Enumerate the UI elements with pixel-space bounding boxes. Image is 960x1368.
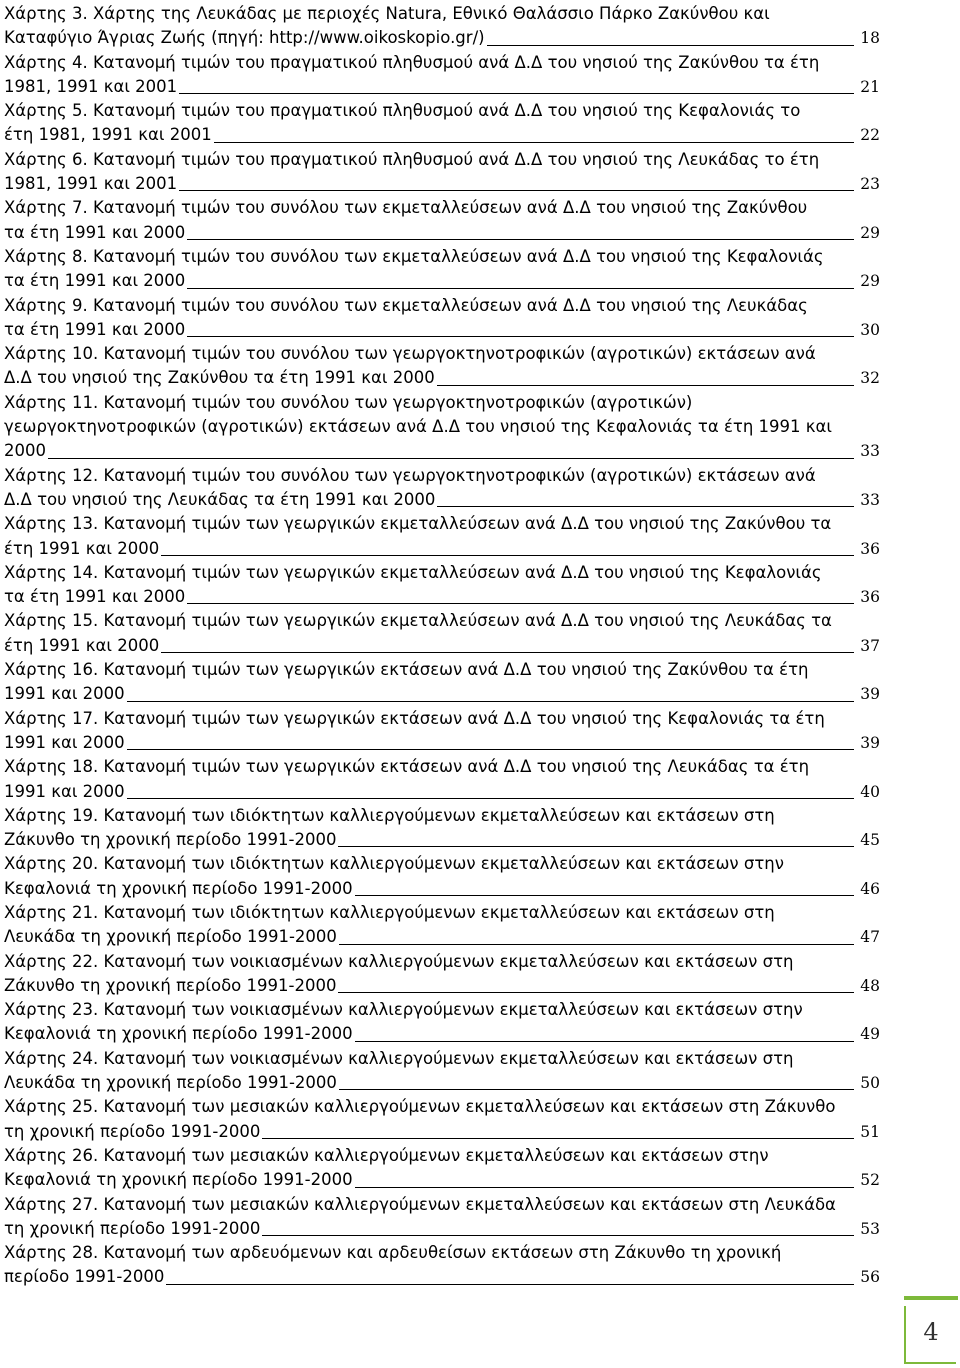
toc-leader-line [187,336,854,337]
toc-entry-text: Λευκάδα τη χρονική περίοδο 1991-2000 [4,927,337,947]
toc-entry-line [4,342,880,366]
toc-entry-text: Κεφαλονιά τη χρονική περίοδο 1991-2000 [4,1170,353,1190]
toc-leader-line [487,45,854,46]
toc-entry-text: Χάρτης 9. Κατανομή τιμών του συνόλου των εκμεταλλεύσεων ανά Δ.Δ του νησιού της Λευκάδας [4,295,808,315]
toc-entry-line [4,950,880,974]
toc-entry-text: Χάρτης 6. Κατανομή τιμών του πραγματικού πληθυσμού ανά Δ.Δ του νησιού της Λευκάδας το έτη [4,149,820,169]
table-of-maps [4,2,880,1290]
toc-page-number: 50 [860,1074,880,1093]
toc-entry-line [4,1217,880,1241]
toc-leader-line [338,992,854,993]
toc-entry-text: 1991 και 2000 [4,732,125,752]
toc-entry-line [4,1022,880,1046]
toc-entry[interactable] [4,245,880,294]
toc-entry-line [4,415,880,439]
toc-page-number: 37 [860,636,880,655]
page-number: 4 [923,1318,939,1346]
toc-entry-line [4,974,880,998]
toc-entry-text: Χάρτης 14. Κατανομή τιμών των γεωργικών εκμεταλλεύσεων ανά Δ.Δ του νησιού της Κεφαλονιάς [4,562,822,582]
toc-entry-line [4,99,880,123]
toc-entry[interactable] [4,51,880,100]
toc-entry-line [4,901,880,925]
toc-entry-text: Χάρτης 23. Κατανομή των νοικιασμένων καλλιεργούμενων εκμεταλλεύσεων και εκτάσεων στην [4,1000,803,1020]
toc-entry[interactable] [4,2,880,51]
toc-page-number: 36 [860,539,880,558]
toc-entry[interactable] [4,342,880,391]
toc-entry-text: 1991 και 2000 [4,684,125,704]
toc-page-number: 39 [860,685,880,704]
toc-entry-line [4,1071,880,1095]
toc-entry[interactable] [4,1144,880,1193]
toc-entry-line [4,269,880,293]
toc-leader-line [437,385,854,386]
toc-entry[interactable] [4,950,880,999]
toc-entry[interactable] [4,998,880,1047]
toc-entry-text: Ζάκυνθο τη χρονική περίοδο 1991-2000 [4,830,337,850]
toc-leader-line [355,895,854,896]
toc-entry-text: Χάρτης 3. Χάρτης της Λευκάδας με περιοχές Natura, Εθνικό Θαλάσσιο Πάρκο Ζακύνθου και [4,4,770,23]
toc-entry[interactable] [4,804,880,853]
toc-entry-text: Λευκάδα τη χρονική περίοδο 1991-2000 [4,1073,337,1093]
toc-entry-line [4,318,880,342]
toc-entry-text: Χάρτης 16. Κατανομή τιμών των γεωργικών εκτάσεων ανά Δ.Δ του νησιού της Ζακύνθου τα έτη [4,660,809,680]
toc-entry-line [4,537,880,561]
toc-page-number: 23 [860,175,880,194]
toc-entry-text: 1981, 1991 και 2001 [4,174,178,194]
toc-entry-line [4,1241,880,1265]
toc-entry[interactable] [4,1193,880,1242]
toc-page-number: 33 [860,490,880,509]
toc-leader-line [166,1284,854,1285]
toc-entry-line [4,172,880,196]
toc-entry-text: έτη 1981, 1991 και 2001 [4,125,212,145]
toc-page-number: 53 [860,1219,880,1238]
toc-entry-line [4,1120,880,1144]
toc-page-number: 52 [860,1171,880,1190]
toc-page-number: 49 [860,1025,880,1044]
toc-entry[interactable] [4,99,880,148]
toc-page-number: 32 [860,369,880,388]
toc-entry-text: τη χρονική περίοδο 1991-2000 [4,1218,261,1238]
toc-page-number: 39 [860,733,880,752]
toc-entry-text: Χάρτης 25. Κατανομή των μεσιακών καλλιεργούμενων εκμεταλλεύσεων και εκτάσεων στη Ζάκυνθο [4,1097,836,1117]
toc-entry-line [4,585,880,609]
toc-leader-line [187,239,854,240]
toc-entry[interactable] [4,609,880,658]
toc-entry[interactable] [4,512,880,561]
toc-entry-text: Χάρτης 12. Κατανομή τιμών του συνόλου των γεωργοκτηνοτροφικών (αγροτικών) εκτάσεων ανά [4,465,816,485]
toc-page-number: 22 [860,126,880,145]
toc-entry-text: Χάρτης 17. Κατανομή τιμών των γεωργικών εκτάσεων ανά Δ.Δ του νησιού της Κεφαλονιάς τα έτη [4,708,825,728]
toc-entry[interactable] [4,196,880,245]
toc-entry[interactable] [4,852,880,901]
toc-leader-line [339,1089,854,1090]
toc-leader-line [127,749,854,750]
toc-entry-line [4,852,880,876]
toc-entry-line [4,1047,880,1071]
toc-entry-line [4,877,880,901]
toc-leader-line [161,555,854,556]
toc-entry[interactable] [4,1047,880,1096]
page-number-box [904,1306,956,1364]
toc-page-number: 46 [860,879,880,898]
toc-entry-line [4,75,880,99]
toc-page-number: 36 [860,588,880,607]
toc-entry-line [4,731,880,755]
toc-entry-text: τα έτη 1991 και 2000 [4,587,186,607]
toc-entry-line [4,1168,880,1192]
toc-entry-line [4,561,880,585]
toc-entry-line [4,123,880,147]
toc-page-number: 33 [860,442,880,461]
toc-entry-text: Χάρτης 27. Κατανομή των μεσιακών καλλιεργούμενων εκμεταλλεύσεων και εκτάσεων στη Λευκάδα [4,1194,836,1214]
toc-entry-text: Χάρτης 8. Κατανομή τιμών του συνόλου των εκμεταλλεύσεων ανά Δ.Δ του νησιού της Κεφαλονιάς [4,246,824,266]
toc-entry-text: Κεφαλονιά τη χρονική περίοδο 1991-2000 [4,878,353,898]
toc-entry[interactable] [4,707,880,756]
toc-entry-text: Χάρτης 10. Κατανομή τιμών του συνόλου των γεωργοκτηνοτροφικών (αγροτικών) εκτάσεων ανά [4,344,816,364]
toc-entry[interactable] [4,755,880,804]
toc-entry-line [4,1193,880,1217]
toc-entry-line [4,2,880,26]
toc-leader-line [355,1187,854,1188]
toc-entry-text: Χάρτης 5. Κατανομή τιμών του πραγματικού πληθυσμού ανά Δ.Δ του νησιού της Κεφαλονιάς το [4,101,801,121]
toc-entry-text: Χάρτης 19. Κατανομή των ιδιόκτητων καλλιεργούμενων εκμεταλλεύσεων και εκτάσεων στη [4,805,775,825]
toc-entry-line [4,828,880,852]
toc-entry-line [4,1095,880,1119]
toc-entry-line [4,294,880,318]
toc-entry-line [4,391,880,415]
toc-page-number: 30 [860,320,880,339]
toc-entry-text: 1981, 1991 και 2001 [4,76,178,96]
toc-leader-line [179,93,854,94]
toc-leader-line [161,652,854,653]
toc-entry-line [4,925,880,949]
toc-entry-text: έτη 1991 και 2000 [4,538,160,558]
toc-leader-line [127,798,854,799]
toc-entry-text: Χάρτης 4. Κατανομή τιμών του πραγματικού πληθυσμού ανά Δ.Δ του νησιού της Ζακύνθου τα έτη [4,52,820,72]
toc-entry[interactable] [4,901,880,950]
toc-entry-line [4,1265,880,1289]
toc-entry-text: Χάρτης 7. Κατανομή τιμών του συνόλου των εκμεταλλεύσεων ανά Δ.Δ του νησιού της Ζακύνθου [4,198,808,218]
page-number-accent-bar [904,1296,958,1300]
toc-entry-line [4,634,880,658]
toc-leader-line [262,1138,854,1139]
toc-entry-text: περίοδο 1991-2000 [4,1267,165,1287]
toc-leader-line [48,458,854,459]
toc-entry[interactable] [4,1095,880,1144]
toc-entry-line [4,488,880,512]
toc-entry-line [4,439,880,463]
toc-leader-line [437,506,854,507]
toc-leader-line [338,846,854,847]
toc-entry-text: 1991 και 2000 [4,781,125,801]
toc-entry-text: Χάρτης 13. Κατανομή τιμών των γεωργικών εκμεταλλεύσεων ανά Δ.Δ του νησιού της Ζακύνθου τα [4,514,832,534]
toc-leader-line [127,701,854,702]
toc-entry-text: 2000 [4,441,46,461]
toc-entry-text: Δ.Δ του νησιού της Λευκάδας τα έτη 1991 και 2000 [4,489,436,509]
toc-entry-line [4,464,880,488]
toc-entry-line [4,196,880,220]
toc-entry[interactable] [4,148,880,197]
toc-entry[interactable] [4,658,880,707]
toc-entry-line [4,1144,880,1168]
toc-entry[interactable] [4,294,880,343]
toc-entry-text: έτη 1991 και 2000 [4,635,160,655]
toc-entry-line [4,755,880,779]
toc-entry-line [4,51,880,75]
toc-entry-text: τα έτη 1991 και 2000 [4,319,186,339]
toc-entry[interactable] [4,561,880,610]
toc-entry-text: Χάρτης 22. Κατανομή των νοικιασμένων καλλιεργούμενων εκμεταλλεύσεων και εκτάσεων στη [4,951,794,971]
toc-entry-text: Χάρτης 20. Κατανομή των ιδιόκτητων καλλιεργούμενων εκμεταλλεύσεων και εκτάσεων στην [4,854,784,874]
toc-leader-line [187,603,854,604]
toc-leader-line [339,944,854,945]
toc-leader-line [214,142,854,143]
toc-leader-line [179,190,854,191]
toc-entry[interactable] [4,1241,880,1290]
toc-page-number: 18 [860,29,880,48]
toc-entry-text: γεωργοκτηνοτροφικών (αγροτικών) εκτάσεων ανά Δ.Δ του νησιού της Κεφαλονιάς τα έτη 1991 και [4,417,832,437]
toc-entry-line [4,682,880,706]
toc-leader-line [355,1041,854,1042]
toc-entry[interactable] [4,464,880,513]
toc-leader-line [262,1235,854,1236]
toc-entry-text: τα έτη 1991 και 2000 [4,271,186,291]
toc-entry-line [4,780,880,804]
toc-page-number: 45 [860,831,880,850]
toc-page-number: 48 [860,976,880,995]
toc-entry-text: Χάρτης 28. Κατανομή των αρδευόμενων και αρδευθείσων εκτάσεων στη Ζάκυνθο τη χρονική [4,1243,782,1263]
toc-leader-line [187,288,854,289]
toc-entry-line [4,512,880,536]
toc-entry-text: Χάρτης 26. Κατανομή των μεσιακών καλλιεργούμενων εκμεταλλεύσεων και εκτάσεων στην [4,1145,769,1165]
toc-entry-line [4,804,880,828]
toc-entry-line [4,658,880,682]
toc-entry-line [4,148,880,172]
toc-entry-line [4,609,880,633]
toc-entry-line [4,366,880,390]
toc-entry-line [4,221,880,245]
toc-page-number: 29 [860,272,880,291]
toc-entry-line [4,245,880,269]
toc-entry-line [4,998,880,1022]
toc-entry-text: Χάρτης 11. Κατανομή τιμών του συνόλου των γεωργοκτηνοτροφικών (αγροτικών) [4,392,693,412]
toc-entry[interactable] [4,391,880,464]
toc-page-number: 51 [860,1122,880,1141]
toc-entry-text: Καταφύγιο Άγριας Ζωής (πηγή: http://www.oikoskopio.gr/) [4,28,485,48]
toc-page-number: 47 [860,928,880,947]
toc-entry-line [4,26,880,50]
toc-entry-text: Κεφαλονιά τη χρονική περίοδο 1991-2000 [4,1024,353,1044]
toc-page-number: 56 [860,1268,880,1287]
toc-entry-text: Χάρτης 15. Κατανομή τιμών των γεωργικών εκμεταλλεύσεων ανά Δ.Δ του νησιού της Λευκάδας τα [4,611,832,631]
toc-entry-text: τη χρονική περίοδο 1991-2000 [4,1121,261,1141]
toc-entry-text: Ζάκυνθο τη χρονική περίοδο 1991-2000 [4,975,337,995]
toc-page-number: 21 [860,77,880,96]
toc-page-number: 40 [860,782,880,801]
toc-entry-text: Δ.Δ του νησιού της Ζακύνθου τα έτη 1991 και 2000 [4,368,435,388]
toc-entry-text: Χάρτης 18. Κατανομή τιμών των γεωργικών εκτάσεων ανά Δ.Δ του νησιού της Λευκάδας τα έτη [4,757,810,777]
toc-entry-text: Χάρτης 24. Κατανομή των νοικιασμένων καλλιεργούμενων εκμεταλλεύσεων και εκτάσεων στη [4,1048,794,1068]
toc-entry-line [4,707,880,731]
toc-entry-text: Χάρτης 21. Κατανομή των ιδιόκτητων καλλιεργούμενων εκμεταλλεύσεων και εκτάσεων στη [4,902,775,922]
toc-page-number: 29 [860,223,880,242]
toc-entry-text: τα έτη 1991 και 2000 [4,222,186,242]
